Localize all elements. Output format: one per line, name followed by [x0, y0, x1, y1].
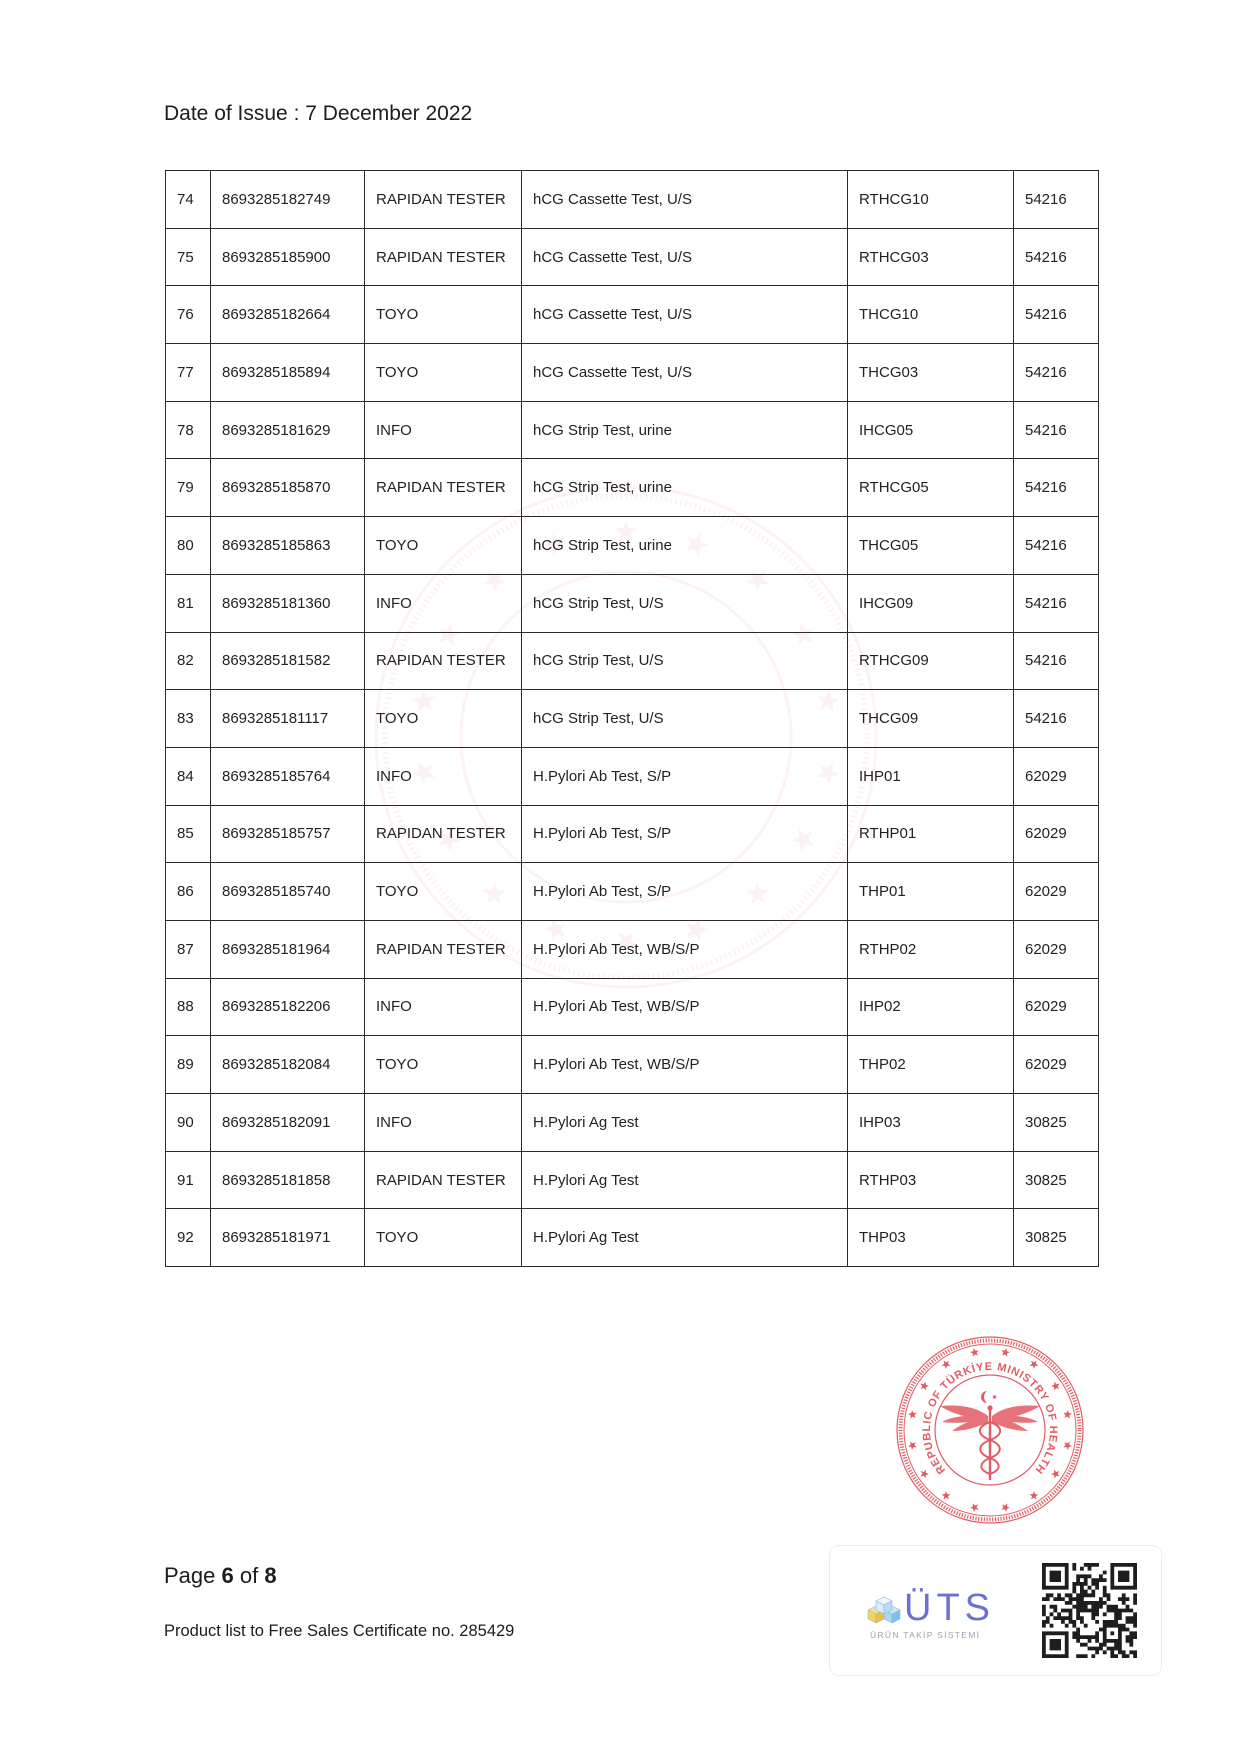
category-code-cell: 62029 — [1014, 978, 1099, 1036]
brand-cell: TOYO — [365, 863, 522, 921]
barcode-cell: 8693285181582 — [211, 632, 365, 690]
table-row — [166, 344, 1099, 402]
product-name-cell: H.Pylori Ab Test, WB/S/P — [522, 1036, 848, 1094]
barcode-cell: 8693285182091 — [211, 1094, 365, 1152]
table-row — [166, 459, 1099, 517]
category-code-cell: 54216 — [1014, 228, 1099, 286]
brand-cell: TOYO — [365, 517, 522, 575]
row-number-cell: 91 — [166, 1151, 211, 1209]
product-code-cell: RTHCG03 — [848, 228, 1014, 286]
ministry-of-health-seal — [890, 1330, 1090, 1530]
brand-cell: RAPIDAN TESTER — [365, 920, 522, 978]
product-name-cell: H.Pylori Ag Test — [522, 1094, 848, 1152]
certificate-note: Product list to Free Sales Certificate no. 285429 — [164, 1622, 515, 1640]
product-name-cell: H.Pylori Ab Test, WB/S/P — [522, 920, 848, 978]
category-code-cell: 54216 — [1014, 344, 1099, 402]
product-name-cell: hCG Strip Test, U/S — [522, 632, 848, 690]
table-row — [166, 805, 1099, 863]
category-code-cell: 54216 — [1014, 459, 1099, 517]
product-code-cell: RTHCG05 — [848, 459, 1014, 517]
product-name-cell: hCG Cassette Test, U/S — [522, 228, 848, 286]
product-name-cell: hCG Cassette Test, U/S — [522, 344, 848, 402]
row-number-cell: 82 — [166, 632, 211, 690]
caduceus-icon — [940, 1391, 1040, 1480]
product-code-cell: THP02 — [848, 1036, 1014, 1094]
product-code-cell: THCG05 — [848, 517, 1014, 575]
row-number-cell: 77 — [166, 344, 211, 402]
table-row — [166, 1151, 1099, 1209]
barcode-cell: 8693285185863 — [211, 517, 365, 575]
table-row — [166, 517, 1099, 575]
brand-cell: TOYO — [365, 690, 522, 748]
table-row — [166, 863, 1099, 921]
barcode-cell: 8693285185870 — [211, 459, 365, 517]
table-row — [166, 228, 1099, 286]
uts-logo-subtitle: ÜRÜN TAKİP SİSTEMİ — [870, 1630, 981, 1640]
product-code-cell: IHCG09 — [848, 574, 1014, 632]
product-code-cell: THCG03 — [848, 344, 1014, 402]
barcode-cell: 8693285181858 — [211, 1151, 365, 1209]
category-code-cell: 30825 — [1014, 1151, 1099, 1209]
barcode-cell: 8693285181971 — [211, 1209, 365, 1267]
product-name-cell: H.Pylori Ab Test, S/P — [522, 863, 848, 921]
category-code-cell: 30825 — [1014, 1094, 1099, 1152]
brand-cell: RAPIDAN TESTER — [365, 228, 522, 286]
product-code-cell: RTHP02 — [848, 920, 1014, 978]
product-code-cell: IHP01 — [848, 747, 1014, 805]
row-number-cell: 79 — [166, 459, 211, 517]
barcode-cell: 8693285182084 — [211, 1036, 365, 1094]
product-name-cell: H.Pylori Ab Test, S/P — [522, 805, 848, 863]
category-code-cell: 30825 — [1014, 1209, 1099, 1267]
product-name-cell: hCG Strip Test, U/S — [522, 690, 848, 748]
barcode-cell: 8693285181964 — [211, 920, 365, 978]
barcode-cell: 8693285181629 — [211, 401, 365, 459]
brand-cell: TOYO — [365, 1209, 522, 1267]
row-number-cell: 86 — [166, 863, 211, 921]
product-table-body — [166, 171, 1099, 1267]
row-number-cell: 75 — [166, 228, 211, 286]
barcode-cell: 8693285181360 — [211, 574, 365, 632]
category-code-cell: 62029 — [1014, 920, 1099, 978]
barcode-cell: 8693285185894 — [211, 344, 365, 402]
row-number-cell: 89 — [166, 1036, 211, 1094]
row-number-cell: 83 — [166, 690, 211, 748]
product-name-cell: hCG Cassette Test, U/S — [522, 171, 848, 229]
product-code-cell: THP03 — [848, 1209, 1014, 1267]
row-number-cell: 88 — [166, 978, 211, 1036]
product-code-cell: THCG09 — [848, 690, 1014, 748]
product-name-cell: H.Pylori Ab Test, WB/S/P — [522, 978, 848, 1036]
category-code-cell: 54216 — [1014, 286, 1099, 344]
table-row — [166, 286, 1099, 344]
table-row — [166, 978, 1099, 1036]
date-of-issue: Date of Issue : 7 December 2022 — [164, 102, 473, 125]
barcode-cell: 8693285182206 — [211, 978, 365, 1036]
cube-group — [868, 1597, 900, 1623]
current-page: 6 — [221, 1563, 234, 1588]
row-number-cell: 90 — [166, 1094, 211, 1152]
product-name-cell: hCG Strip Test, urine — [522, 401, 848, 459]
barcode-cell: 8693285181117 — [211, 690, 365, 748]
category-code-cell: 62029 — [1014, 805, 1099, 863]
qr-code — [1042, 1563, 1137, 1658]
product-code-cell: IHP02 — [848, 978, 1014, 1036]
small-star-icon — [992, 1394, 997, 1399]
cubes-logo-icon — [867, 1588, 903, 1628]
qr-modules — [1042, 1563, 1137, 1658]
brand-cell: RAPIDAN TESTER — [365, 1151, 522, 1209]
product-name-cell: hCG Strip Test, urine — [522, 517, 848, 575]
category-code-cell: 54216 — [1014, 690, 1099, 748]
product-name-cell: hCG Strip Test, U/S — [522, 574, 848, 632]
product-code-cell: RTHCG10 — [848, 171, 1014, 229]
barcode-cell: 8693285185757 — [211, 805, 365, 863]
barcode-cell: 8693285185900 — [211, 228, 365, 286]
category-code-cell: 62029 — [1014, 1036, 1099, 1094]
row-number-cell: 85 — [166, 805, 211, 863]
brand-cell: RAPIDAN TESTER — [365, 171, 522, 229]
table-row — [166, 171, 1099, 229]
barcode-cell: 8693285185764 — [211, 747, 365, 805]
product-code-cell: RTHP03 — [848, 1151, 1014, 1209]
product-code-cell: THCG10 — [848, 286, 1014, 344]
brand-cell: RAPIDAN TESTER — [365, 459, 522, 517]
product-code-cell: IHP03 — [848, 1094, 1014, 1152]
brand-cell: RAPIDAN TESTER — [365, 805, 522, 863]
table-row — [166, 690, 1099, 748]
product-table — [165, 170, 1099, 1267]
product-code-cell: IHCG05 — [848, 401, 1014, 459]
barcode-cell: 8693285185740 — [211, 863, 365, 921]
table-row — [166, 1094, 1099, 1152]
table-row — [166, 574, 1099, 632]
page-number — [164, 1563, 277, 1589]
brand-cell: INFO — [365, 401, 522, 459]
crescent-icon — [981, 1391, 987, 1403]
category-code-cell: 54216 — [1014, 574, 1099, 632]
category-code-cell: 54216 — [1014, 171, 1099, 229]
table-row — [166, 1036, 1099, 1094]
brand-cell: RAPIDAN TESTER — [365, 632, 522, 690]
row-number-cell: 80 — [166, 517, 211, 575]
product-name-cell: H.Pylori Ag Test — [522, 1209, 848, 1267]
product-code-cell: RTHP01 — [848, 805, 1014, 863]
row-number-cell: 92 — [166, 1209, 211, 1267]
product-code-cell: THP01 — [848, 863, 1014, 921]
brand-cell: TOYO — [365, 286, 522, 344]
uts-label — [829, 1545, 1162, 1676]
barcode-cell: 8693285182664 — [211, 286, 365, 344]
product-name-cell: hCG Cassette Test, U/S — [522, 286, 848, 344]
product-name-cell: H.Pylori Ag Test — [522, 1151, 848, 1209]
row-number-cell: 87 — [166, 920, 211, 978]
table-row — [166, 920, 1099, 978]
row-number-cell: 81 — [166, 574, 211, 632]
uts-logo-text: ÜTS — [904, 1587, 995, 1629]
product-name-cell: hCG Strip Test, urine — [522, 459, 848, 517]
brand-cell: TOYO — [365, 1036, 522, 1094]
caduceus-knob — [987, 1405, 992, 1410]
category-code-cell: 54216 — [1014, 517, 1099, 575]
barcode-cell: 8693285182749 — [211, 171, 365, 229]
category-code-cell: 62029 — [1014, 863, 1099, 921]
table-row — [166, 632, 1099, 690]
page-of-label: of — [239, 1563, 259, 1588]
total-pages: 8 — [264, 1563, 277, 1588]
row-number-cell: 84 — [166, 747, 211, 805]
table-row — [166, 401, 1099, 459]
category-code-cell: 54216 — [1014, 632, 1099, 690]
category-code-cell: 54216 — [1014, 401, 1099, 459]
row-number-cell: 78 — [166, 401, 211, 459]
brand-cell: INFO — [365, 574, 522, 632]
row-number-cell: 74 — [166, 171, 211, 229]
category-code-cell: 62029 — [1014, 747, 1099, 805]
seal-text-path: REPUBLIC OF TÜRKİYE MINISTRY OF HEALTH — [920, 1360, 1060, 1477]
table-row — [166, 747, 1099, 805]
brand-cell: INFO — [365, 747, 522, 805]
table-row — [166, 1209, 1099, 1267]
row-number-cell: 76 — [166, 286, 211, 344]
brand-cell: INFO — [365, 1094, 522, 1152]
product-code-cell: RTHCG09 — [848, 632, 1014, 690]
brand-cell: INFO — [365, 978, 522, 1036]
brand-cell: TOYO — [365, 344, 522, 402]
product-name-cell: H.Pylori Ab Test, S/P — [522, 747, 848, 805]
page-label: Page — [164, 1563, 216, 1588]
